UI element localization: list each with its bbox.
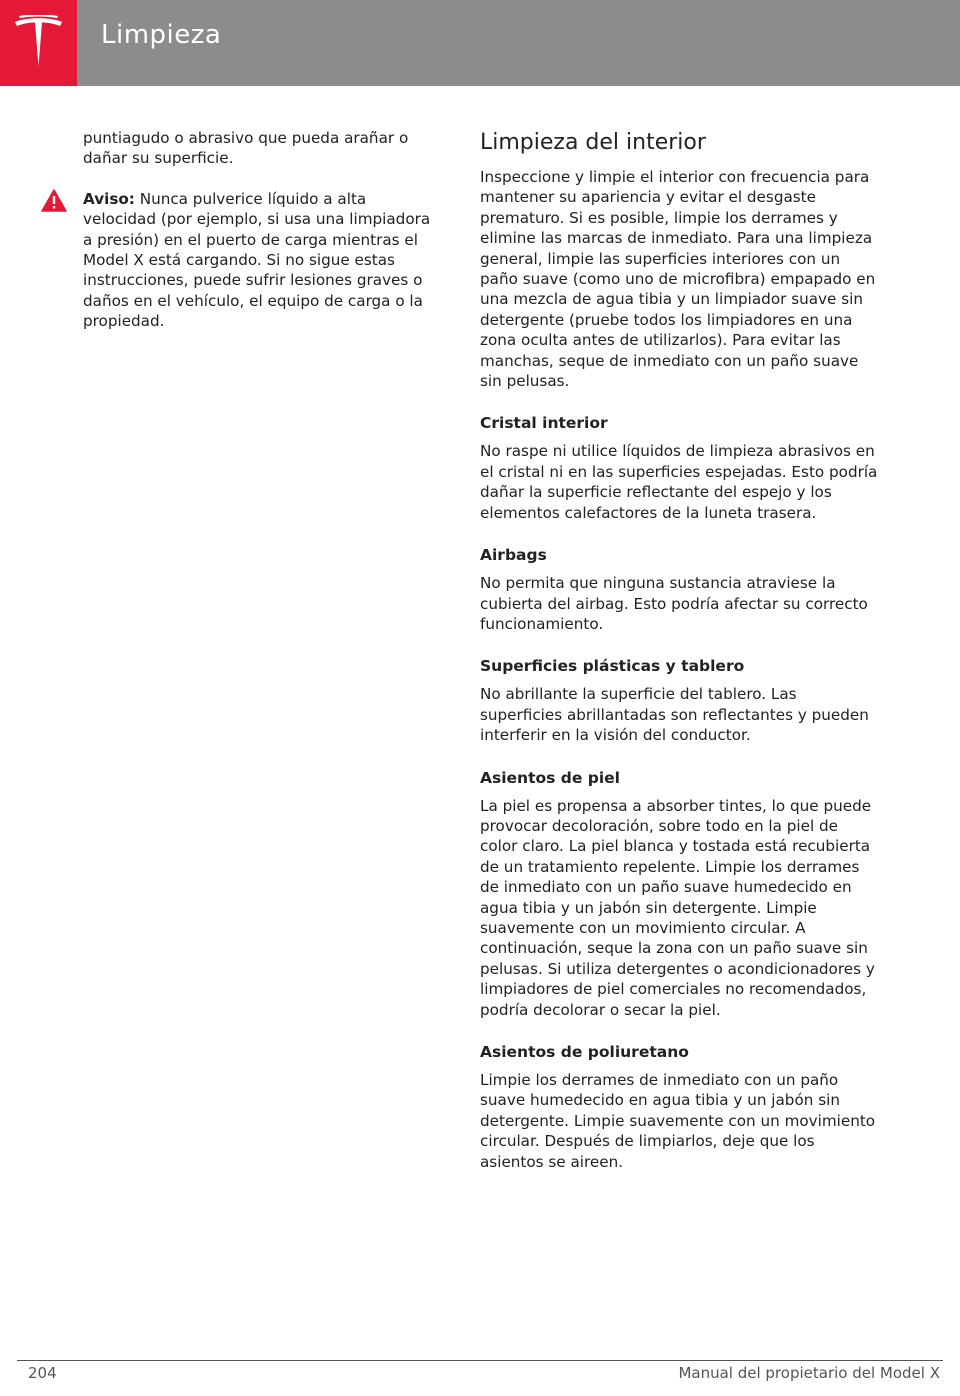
warning-label: Aviso: [83, 189, 135, 208]
footer-divider [17, 1360, 943, 1361]
paragraph-airbags: No permita que ninguna sustancia atraviese la cubierta del airbag. Esto podría afectar su correcto funcionamiento. [480, 574, 868, 633]
subheading-poliuretano: Asientos de poliuretano [480, 1043, 689, 1061]
warning-triangle-icon [41, 189, 67, 212]
intro-paragraph: Inspeccione y limpie el interior con frecuencia para mantener su apariencia y evitar el desgaste prematuro. Si es posible, limpie los derrames y elimine las marcas de inmediato. Para una limpieza general, limpie las superficies interiores con un paño suave (como uno de microfibra) empapado en una mezcla de agua tibia y un limpiador suave sin detergente (pruebe todos los limpiadores en una zona oculta antes de utilizarlos). Para evitar las manchas, seque de inmediato con un paño suave sin pelusas. [480, 168, 876, 391]
section-title: Limpieza del interior [480, 130, 706, 155]
tesla-logo-icon [13, 15, 64, 71]
subheading-piel: Asientos de piel [480, 768, 620, 787]
page-title: Limpieza [101, 20, 222, 50]
warning-text [83, 189, 438, 332]
logo-box [0, 0, 77, 86]
subheading-superficies: Superficies plásticas y tablero [480, 657, 745, 676]
continued-paragraph: puntiagudo o abrasivo que pueda arañar o dañar su superficie. [83, 129, 409, 168]
manual-title: Manual del propietario del Model X [678, 1364, 940, 1382]
warning-block [83, 189, 438, 332]
subheading-cristal: Cristal interior [480, 414, 608, 433]
right-column [480, 128, 878, 1172]
paragraph-piel: La piel es propensa a absorber tintes, lo que puede provocar decoloración, sobre todo en la piel de color claro. La piel blanca y tostada está recubierta de un tratamiento repelente. Limpie los derrames de inmediato con un paño suave humedecido en agua tibia y un jabón sin detergente. Limpie suavemente con un movimiento circular. A continuación, seque la zona con un paño suave sin pelusas. Si utiliza detergentes o acondicionadores y limpiadores de piel comerciales no recomendados, podría decolorar o secar la piel. [480, 796, 875, 1019]
left-column [83, 128, 438, 332]
paragraph-poliuretano: Limpie los derrames de inmediato con un paño suave humedecido en agua tibia y un jabón sin detergente. Limpie suavemente con un movimiento circular. Después de limpiarlos, deje que los asientos se aireen. [480, 1071, 876, 1171]
paragraph-superficies: No abrillante la superficie del tablero. Las superficies abrillantadas son reflectantes y pueden interferir en la visión del conductor. [480, 685, 869, 745]
page-header [0, 0, 960, 86]
warning-body: Nunca pulverice líquido a alta velocidad (por ejemplo, si usa una limpiadora a presión) en el puerto de carga mientras el Model X está cargando. Si no sigue estas instrucciones, puede sufrir lesiones graves o daños en el vehículo, el equipo de carga o la propiedad. [83, 189, 431, 331]
subheading-airbags: Airbags [480, 546, 547, 565]
paragraph-cristal: No raspe ni utilice líquidos de limpieza abrasivos en el cristal ni en las superficies espejadas. Esto podría dañar la superficie reflectante del espejo y los elementos calefactores de la luneta trasera. [480, 442, 878, 522]
page-number: 204 [28, 1364, 57, 1382]
